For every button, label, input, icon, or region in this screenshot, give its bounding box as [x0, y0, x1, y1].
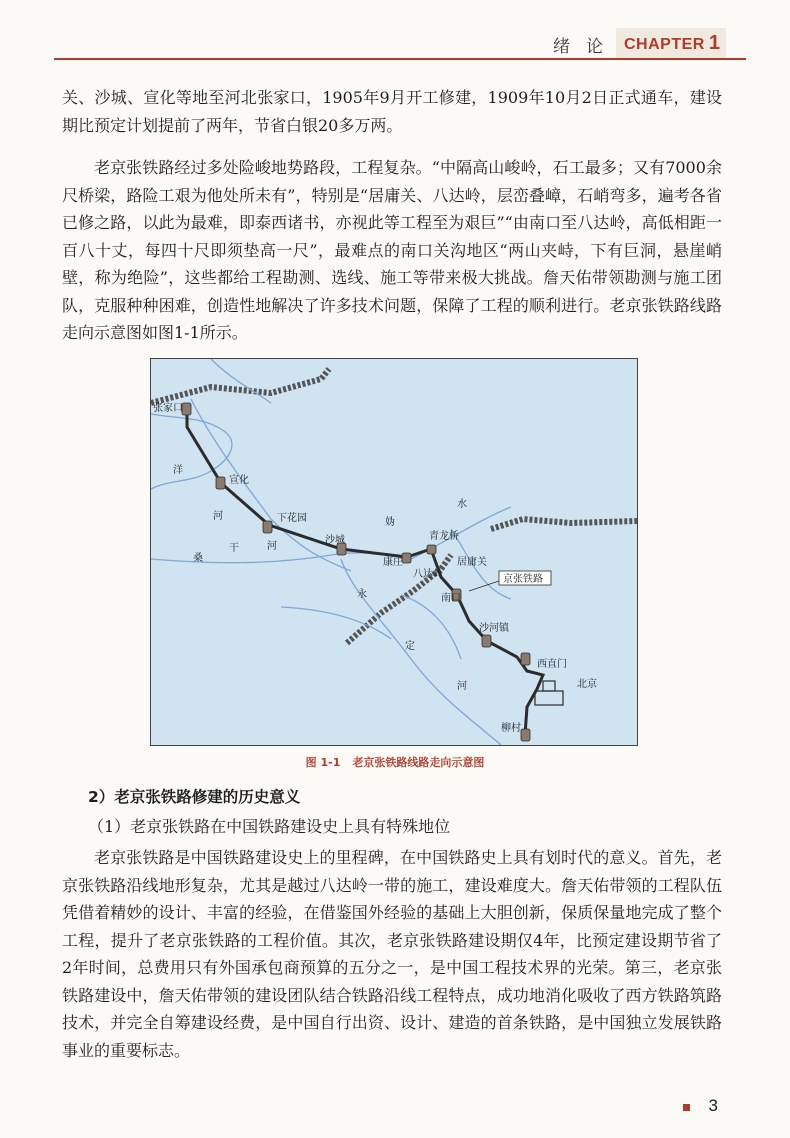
label-liucun: 柳村: [501, 723, 521, 734]
label-xizhimen: 西直门: [537, 659, 567, 670]
label-juyongguan: 居庸关: [457, 557, 487, 568]
section-heading: 2）老京张铁路修建的历史意义: [88, 788, 301, 806]
header-rule: [54, 58, 746, 60]
station-xuanhua: [216, 477, 225, 489]
paragraph-1: 关、沙城、宣化等地至河北张家口，1905年9月开工修建，1909年10月2日正式通车，建设期比预定计划提前了两年，节省白银20多万两。: [62, 88, 722, 135]
figure-number: 图 1-1: [305, 756, 341, 769]
line-label: 京张铁路: [503, 574, 543, 585]
label-badaling: 八达岭: [413, 569, 443, 580]
chapter-label: [624, 32, 720, 55]
river-label-he1: 河: [213, 511, 223, 522]
page-marker: [683, 1104, 690, 1111]
map-background: [151, 359, 637, 745]
paragraph-2: 老京张铁路经过多处险峻地势路段，工程复杂。“中隔高山峻岭，石工最多；又有7000余尺桥梁，路险工艰为他处所未有”，特别是“居庸关、八达岭，层峦叠嶂，石峭弯多，遍考各省已修之路，以此为最难，即泰西诸书，亦视此等工程至为艰巨”“由南口至八达岭，高低相距一百八十丈，每四十尺即须垫高一尺”，最难点的南口关沟地区“两山夹峙，下有巨洞，悬崖峭壁，称为绝险”，这些都给工程勘测、选线、施工等带来极大挑战。詹天佑带领勘测与施工团队，克服种种困难，创造性地解决了许多技术问题，保障了工程的顺利进行。老京张铁路线路走向示意图如图1-1所示。: [62, 158, 722, 342]
station-shahezhen: [482, 635, 491, 647]
label-xuanhua: 宣化: [229, 475, 249, 486]
label-qinglongqiao: 青龙桥: [429, 531, 459, 542]
page-number: 3: [708, 1096, 718, 1115]
figure-caption: [0, 754, 790, 770]
river-label-sang: 桑: [193, 553, 203, 564]
station-zhangjiakou: [182, 403, 191, 415]
subsection-heading: （1）老京张铁路在中国铁路建设史上具有特殊地位: [88, 817, 451, 836]
chapter-number: 1: [708, 32, 721, 54]
label-shacheng: 沙城: [325, 535, 345, 546]
station-xiahuayuan: [263, 521, 272, 533]
river-label-gan: 干: [229, 543, 239, 554]
river-label-yong: 永: [357, 589, 367, 600]
river-label-he2: 河: [267, 541, 277, 552]
chapter-word: CHAPTER: [624, 36, 705, 53]
river-label-yang: 洋: [173, 465, 183, 476]
river-label-shui: 水: [457, 499, 467, 510]
river-label-he3: 河: [457, 681, 467, 692]
route-map: [151, 359, 637, 745]
running-header-title: 绪论: [553, 37, 619, 57]
river-label-ding: 定: [405, 641, 415, 652]
label-xiahuayuan: 下花园: [277, 513, 307, 524]
route-map-figure: [150, 358, 638, 746]
label-kangzhuang: 康庄: [383, 557, 403, 568]
label-zhangjiakou: 张家口: [153, 403, 183, 414]
paragraph-3: 老京张铁路是中国铁路建设史上的里程碑，在中国铁路史上具有划时代的意义。首先，老京张铁路沿线地形复杂，尤其是越过八达岭一带的施工，建设难度大。詹天佑带领的工程队伍凭借着精妙的设计、丰富的经验，在借鉴国外经验的基础上大胆创新，保质保量地完成了整个工程，提升了老京张铁路的工程价值。其次，老京张铁路建设期仅4年，比预定建设期节省了2年时间，总费用只有外国承包商预算的五分之一，是中国工程技术界的光荣。第三，老京张铁路建设中，詹天佑带领的建设团队结合铁路沿线工程特点，成功地消化吸收了西方铁路筑路技术，并完全自筹建设经费，是中国自行出资、设计、建造的首条铁路，是中国独立发展铁路事业的重要标志。: [62, 848, 722, 1060]
label-nankou: 南口: [441, 593, 461, 604]
label-beijing: 北京: [577, 679, 597, 690]
figure-caption-text: 老京张铁路线路走向示意图: [352, 756, 485, 769]
label-shahezhen: 沙河镇: [479, 623, 509, 634]
station-kangzhuang: [402, 553, 411, 563]
station-qinglongqiao: [427, 545, 436, 554]
river-label-gui: 妫: [385, 517, 395, 528]
station-liucun: [521, 729, 530, 741]
station-xizhimen: [521, 653, 530, 665]
